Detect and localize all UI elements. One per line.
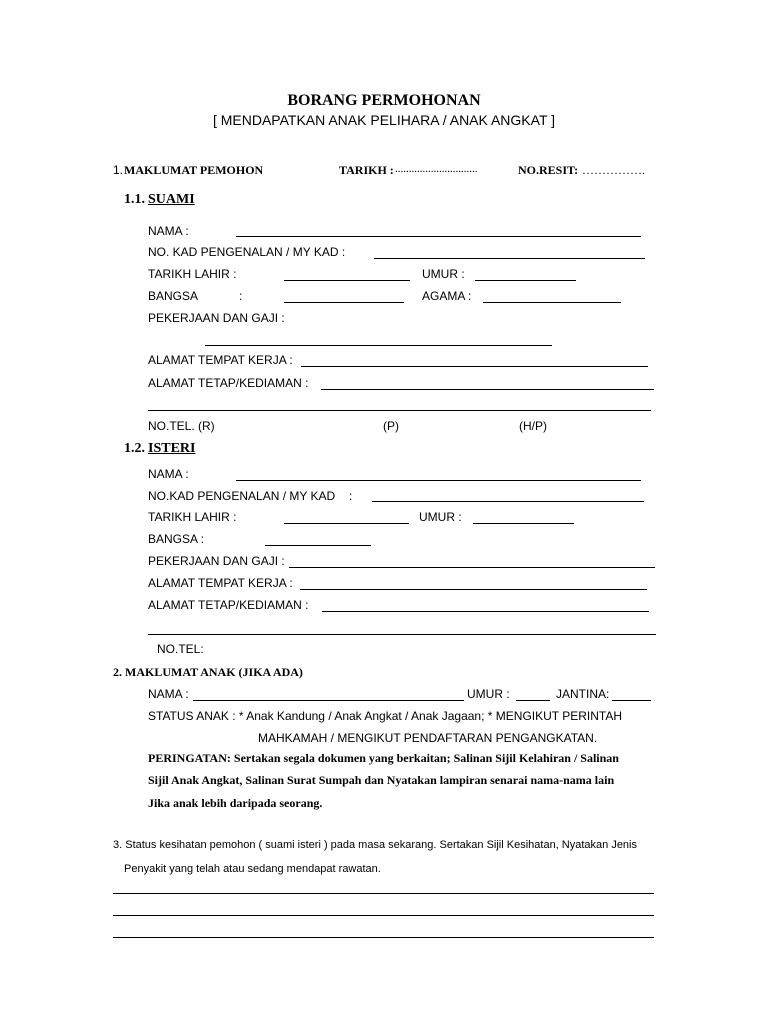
isteri-tarikh-lahir-label: TARIKH LAHIR :	[148, 510, 237, 524]
peringatan-line1	[148, 752, 619, 764]
suami-alamat-kerja-field[interactable]	[301, 366, 648, 367]
section3-line2: Penyakit yang telah atau sedang mendapat rawatan.	[124, 863, 381, 875]
tarikh-field[interactable]: ..............................	[395, 163, 478, 175]
suami-alamat-kerja-label: ALAMAT TEMPAT KERJA :	[148, 353, 293, 367]
suami-bangsa-field[interactable]	[284, 302, 404, 303]
isteri-pekerjaan-field[interactable]	[289, 567, 655, 568]
suami-tarikh-lahir-label: TARIKH LAHIR :	[148, 267, 237, 281]
suami-bangsa-label: BANGSA	[148, 289, 199, 303]
suami-kad-label: NO. KAD PENGENALAN / MY KAD :	[148, 245, 346, 259]
isteri-nama-field[interactable]	[236, 480, 641, 481]
isteri-pekerjaan-label: PEKERJAAN DAN GAJI :	[148, 554, 285, 568]
form-subtitle: [ MENDAPATKAN ANAK PELIHARA / ANAK ANGKAT ]	[212, 112, 556, 128]
isteri-umur-field[interactable]	[473, 523, 574, 524]
suami-nama-field[interactable]	[236, 236, 641, 237]
anak-nama-label: NAMA :	[148, 687, 189, 701]
suami-notel-p-label: (P)	[383, 419, 399, 433]
resit-label: NO.RESIT:	[518, 163, 579, 177]
suami-notel-label: NO.TEL. (R)	[148, 419, 215, 433]
section3-line1: 3. Status kesihatan pemohon ( suami isteri ) pada masa sekarang. Sertakan Sijil Kesihatan, Nyatakan Jenis	[113, 839, 637, 851]
form-title: BORANG PERMOHONAN	[287, 92, 481, 109]
section1-heading: MAKLUMAT PEMOHON	[124, 163, 264, 177]
anak-nama-field[interactable]	[193, 700, 464, 701]
isteri-alamat-kerja-label: ALAMAT TEMPAT KERJA :	[148, 576, 293, 590]
anak-status-line1: STATUS ANAK : * Anak Kandung / Anak Angkat / Anak Jagaan; * MENGIKUT PERINTAH	[148, 709, 623, 723]
anak-jantina-label: JANTINA:	[556, 687, 610, 701]
section2-heading: 2. MAKLUMAT ANAK (JIKA ADA)	[113, 665, 303, 679]
suami-alamat-tetap-field-2[interactable]	[148, 410, 651, 411]
suami-number: 1.1.	[124, 192, 145, 207]
section1-number: 1.	[113, 163, 124, 177]
isteri-bangsa-label: BANGSA :	[148, 532, 205, 546]
suami-tarikh-lahir-field[interactable]	[284, 280, 410, 281]
isteri-kad-label: NO.KAD PENGENALAN / MY KAD	[148, 489, 336, 503]
section3-answer-line-3[interactable]	[113, 937, 654, 938]
suami-agama-label: AGAMA :	[422, 289, 472, 303]
peringatan-line2: Sijil Anak Angkat, Salinan Surat Sumpah dan Nyatakan lampiran senarai nama-nama lain	[148, 773, 615, 787]
isteri-kad-colon: :	[349, 489, 353, 503]
suami-heading: SUAMI	[148, 192, 195, 207]
isteri-alamat-tetap-field[interactable]	[322, 611, 649, 612]
anak-status-line2: MAHKAMAH / MENGIKUT PENDAFTARAN PENGANGKATAN.	[258, 731, 598, 745]
anak-jantina-field[interactable]	[612, 700, 651, 701]
anak-umur-label: UMUR :	[467, 687, 510, 701]
suami-umur-label: UMUR :	[422, 267, 465, 281]
isteri-number: 1.2.	[124, 441, 145, 456]
suami-pekerjaan-label: PEKERJAAN DAN GAJI :	[148, 311, 285, 325]
suami-notel-hp-label: (H/P)	[519, 419, 547, 433]
section3-answer-line-2[interactable]	[113, 915, 654, 916]
isteri-kad-field[interactable]	[372, 501, 644, 502]
isteri-nama-label: NAMA :	[148, 467, 189, 481]
suami-bangsa-colon: :	[239, 289, 243, 303]
peringatan-line3: Jika anak lebih daripada seorang.	[148, 796, 323, 810]
suami-alamat-tetap-field[interactable]	[321, 389, 654, 390]
suami-agama-field[interactable]	[483, 302, 621, 303]
suami-umur-field[interactable]	[475, 280, 576, 281]
suami-alamat-tetap-label: ALAMAT TETAP/KEDIAMAN :	[148, 376, 309, 390]
isteri-alamat-tetap-field-2[interactable]	[148, 634, 656, 635]
peringatan-text-1: Sertakan segala dokumen yang berkaitan; Salinan Sijil Kelahiran / Salinan	[230, 751, 619, 765]
isteri-notel-label: NO.TEL:	[157, 642, 204, 656]
isteri-heading: ISTERI	[148, 441, 196, 456]
tarikh-label: TARIKH :	[339, 163, 394, 177]
isteri-alamat-kerja-field[interactable]	[300, 589, 647, 590]
isteri-umur-label: UMUR :	[419, 510, 462, 524]
suami-kad-field[interactable]	[374, 258, 645, 259]
anak-umur-field[interactable]	[516, 700, 550, 701]
suami-pekerjaan-field[interactable]	[205, 345, 552, 346]
suami-nama-label: NAMA :	[148, 224, 189, 238]
resit-field[interactable]: …………….	[582, 163, 645, 177]
isteri-bangsa-field[interactable]	[265, 545, 371, 546]
isteri-tarikh-lahir-field[interactable]	[284, 523, 409, 524]
isteri-alamat-tetap-label: ALAMAT TETAP/KEDIAMAN :	[148, 598, 309, 612]
section3-answer-line-1[interactable]	[113, 893, 654, 894]
peringatan-label: PERINGATAN:	[148, 751, 231, 765]
